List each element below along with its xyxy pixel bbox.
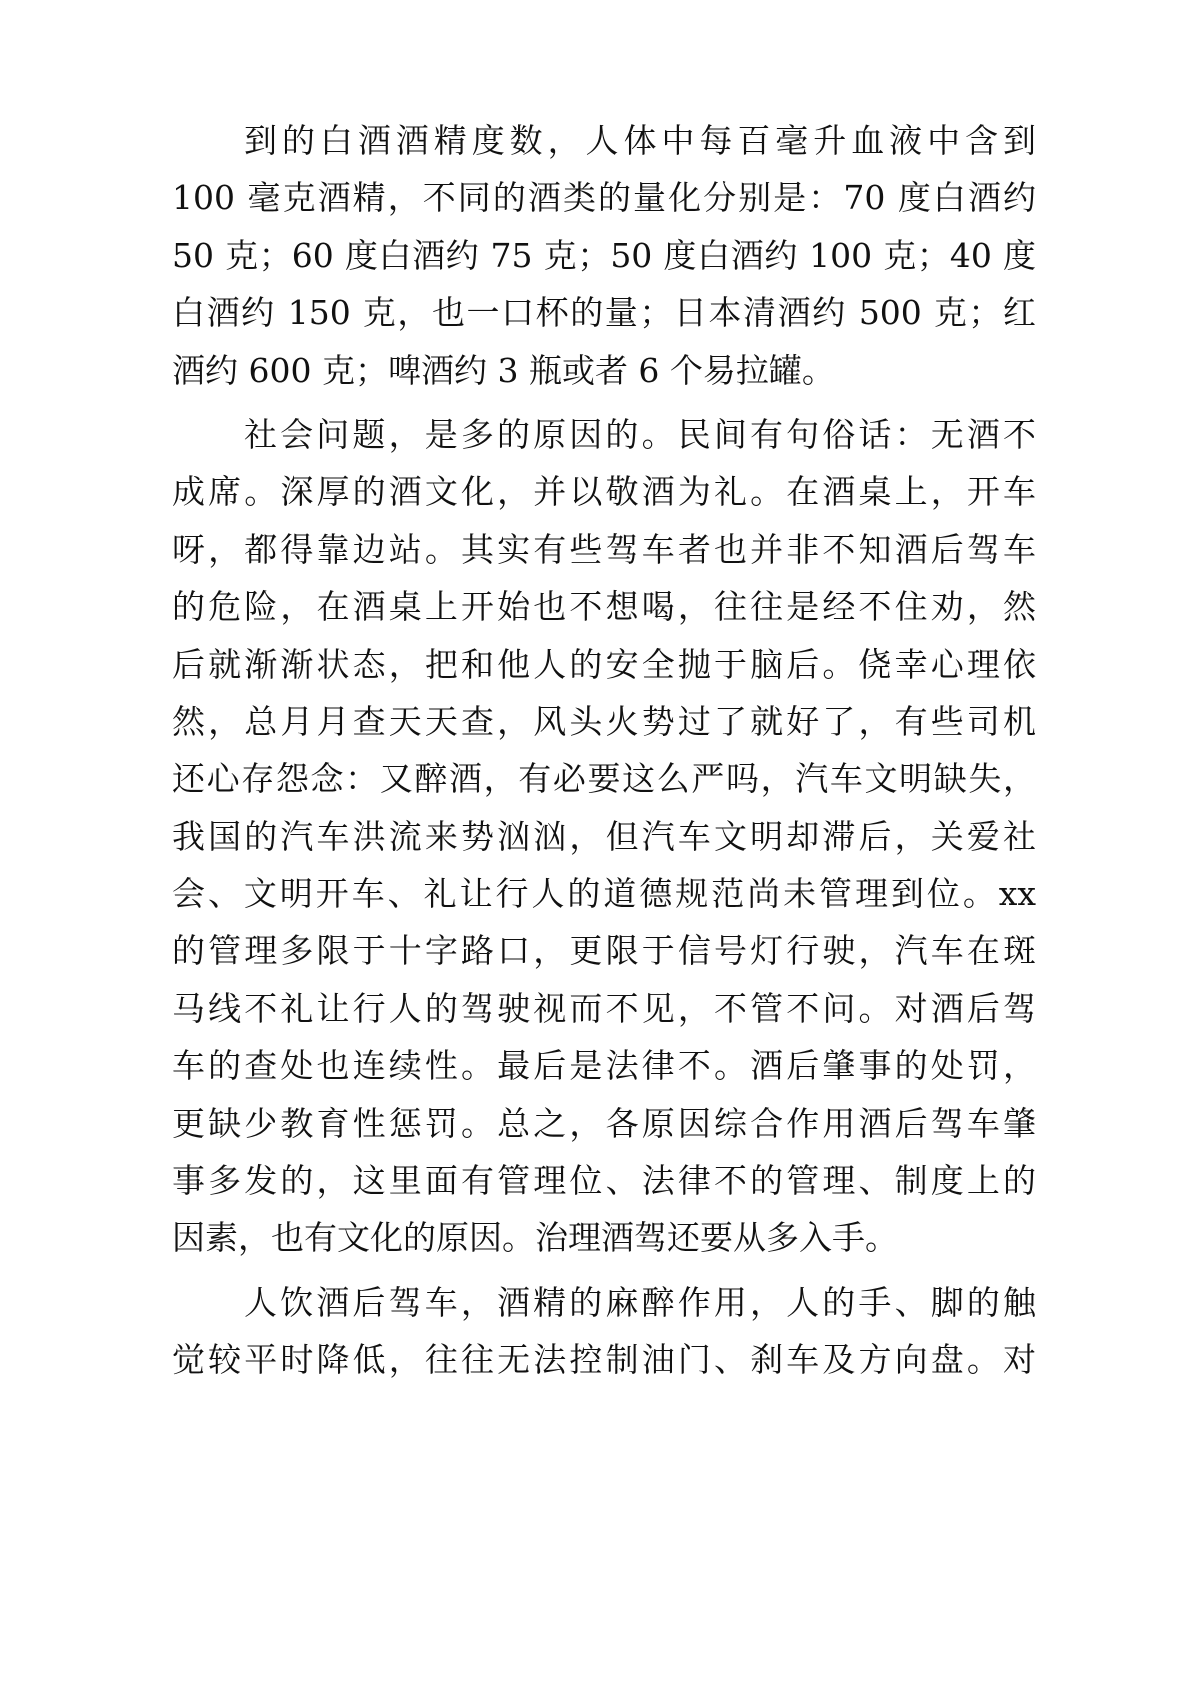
text-line: 后就渐渐状态，把和他人的安全抛于脑后。侥幸心理依 (172, 644, 1036, 684)
text-line: 事多发的，这里面有管理位、法律不的管理、制度上的 (172, 1161, 1036, 1201)
text-line: 会、文明开车、礼让行人的道德规范尚未管理到位。xx (172, 874, 1036, 914)
text-line: 然，总月月查天天查，风头火势过了就好了，有些司机 (172, 701, 1036, 741)
text-line: 更缺少教育性惩罚。总之，各原因综合作用酒后驾车肇 (172, 1103, 1036, 1143)
text-line: 社会问题，是多的原因的。民间有句俗话：无酒不 (244, 414, 1036, 454)
text-line: 白酒约 150 克，也一口杯的量；日本清酒约 500 克；红 (172, 293, 1036, 333)
paragraph-physiological-effects (172, 1274, 1036, 1389)
text-line: 的危险，在酒桌上开始也不想喝，往往是经不住劝，然 (172, 587, 1036, 627)
text-line: 的管理多限于十字路口，更限于信号灯行驶，汽车在斑 (172, 931, 1036, 971)
text-line: 到的白酒酒精度数，人体中每百毫升血液中含到 (244, 121, 1036, 160)
text-line: 车的查处也连续性。最后是法律不。酒后肇事的处罚， (172, 1046, 1036, 1086)
text-line: 还心存怨念：又醉酒，有必要这么严吗，汽车文明缺失， (172, 759, 1036, 799)
document-body (172, 112, 1036, 1389)
text-line: 100 毫克酒精，不同的酒类的量化分别是：70 度白酒约 (172, 178, 1036, 218)
text-line: 呀，都得靠边站。其实有些驾车者也并非不知酒后驾车 (172, 529, 1036, 569)
text-line: 觉较平时降低，往往无法控制油门、刹车及方向盘。对 (172, 1340, 1036, 1380)
text-line: 我国的汽车洪流来势汹汹，但汽车文明却滞后，关爱社 (172, 816, 1036, 856)
text-line: 马线不礼让行人的驾驶视而不见，不管不问。对酒后驾 (172, 988, 1036, 1028)
text-line: 人饮酒后驾车，酒精的麻醉作用，人的手、脚的触 (244, 1282, 1036, 1322)
paragraph-alcohol-amounts (172, 112, 1036, 399)
text-line: 50 克；60 度白酒约 75 克；50 度白酒约 100 克；40 度 (172, 235, 1036, 275)
paragraph-social-causes (172, 406, 1036, 1267)
text-line: 因素，也有文化的原因。治理酒驾还要从多入手。 (172, 1218, 898, 1258)
text-line: 酒约 600 克；啤酒约 3 瓶或者 6 个易拉罐。 (172, 350, 835, 390)
text-line: 成席。深厚的酒文化，并以敬酒为礼。在酒桌上，开车 (172, 472, 1036, 512)
